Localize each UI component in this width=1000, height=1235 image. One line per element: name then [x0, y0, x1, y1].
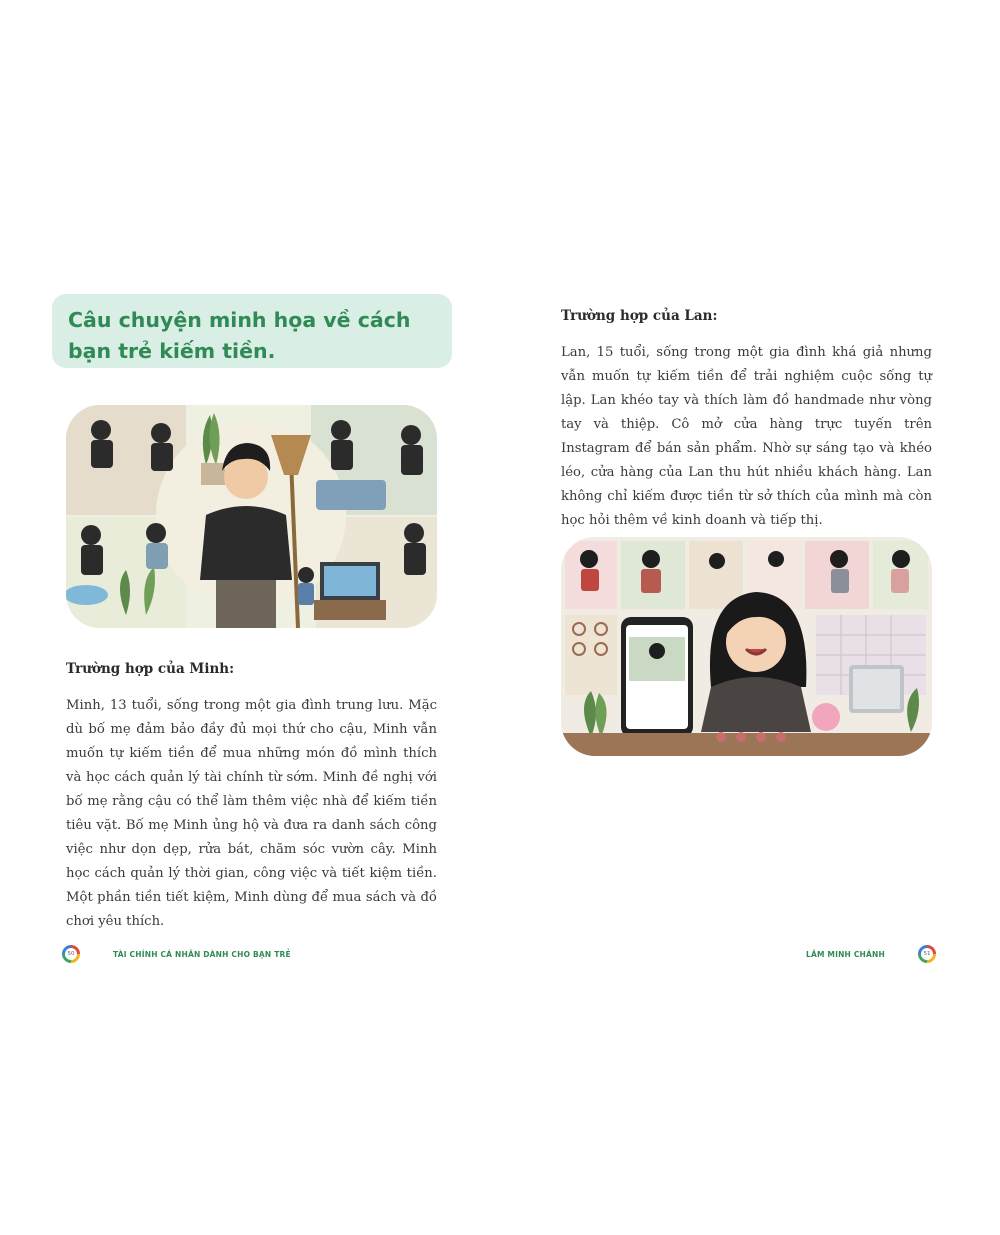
- footer-author-name: LÂM MINH CHÁNH: [805, 950, 885, 959]
- minh-chores-illustration: [66, 405, 437, 628]
- lan-handmade-shop-illustration: [561, 537, 932, 756]
- minh-case-body: Minh, 13 tuổi, sống trong một gia đình trung lưu. Mặc dù bố mẹ đảm bảo đầy đủ mọi thứ cho cậu, Minh vẫn muốn tự kiếm tiền để mua những món đồ mình thích và học cách quản lý tài chính từ sớm. Minh đề nghị với bố mẹ rằng cậu có thể làm thêm việc nhà để kiếm tiền tiêu vặt. Bố mẹ Minh ủng hộ và đưa ra danh sách công việc như dọn dẹp, rửa bát, chăm sóc vườn cây. Minh học cách quản lý thời gian, công việc và tiết kiệm tiền. Một phần tiền tiết kiệm, Minh dùng để mua sách và đồ chơi yêu thích.: [66, 698, 437, 929]
- minh-case-title: Trường hợp của Minh:: [66, 661, 235, 677]
- page-number-right: 51: [921, 948, 933, 960]
- page-number-ring-left: [62, 945, 80, 963]
- footer-book-title: TÀI CHÍNH CÁ NHÂN DÀNH CHO BẠN TRẺ: [113, 950, 291, 959]
- page-number-ring-right: [918, 945, 936, 963]
- lan-case-title: Trường hợp của Lan:: [561, 308, 718, 324]
- lan-case-body: Lan, 15 tuổi, sống trong một gia đình khá giả nhưng vẫn muốn tự kiếm tiền để trải nghiệm cuộc sống tự lập. Lan khéo tay và thích làm đồ handmade như vòng tay và thiệp. Cô mở cửa hàng trực tuyến trên Instagram để bán sản phẩm. Nhờ sự sáng tạo và khéo léo, cửa hàng của Lan thu hút nhiều khách hàng. Lan không chỉ kiếm được tiền từ sở thích của mình mà còn học hỏi thêm về kinh doanh và tiếp thị.: [561, 345, 932, 528]
- section-heading: Câu chuyện minh họa về cách bạn trẻ kiếm tiền.: [68, 308, 411, 363]
- section-heading-box: [52, 294, 452, 368]
- page-number-left: 50: [65, 948, 77, 960]
